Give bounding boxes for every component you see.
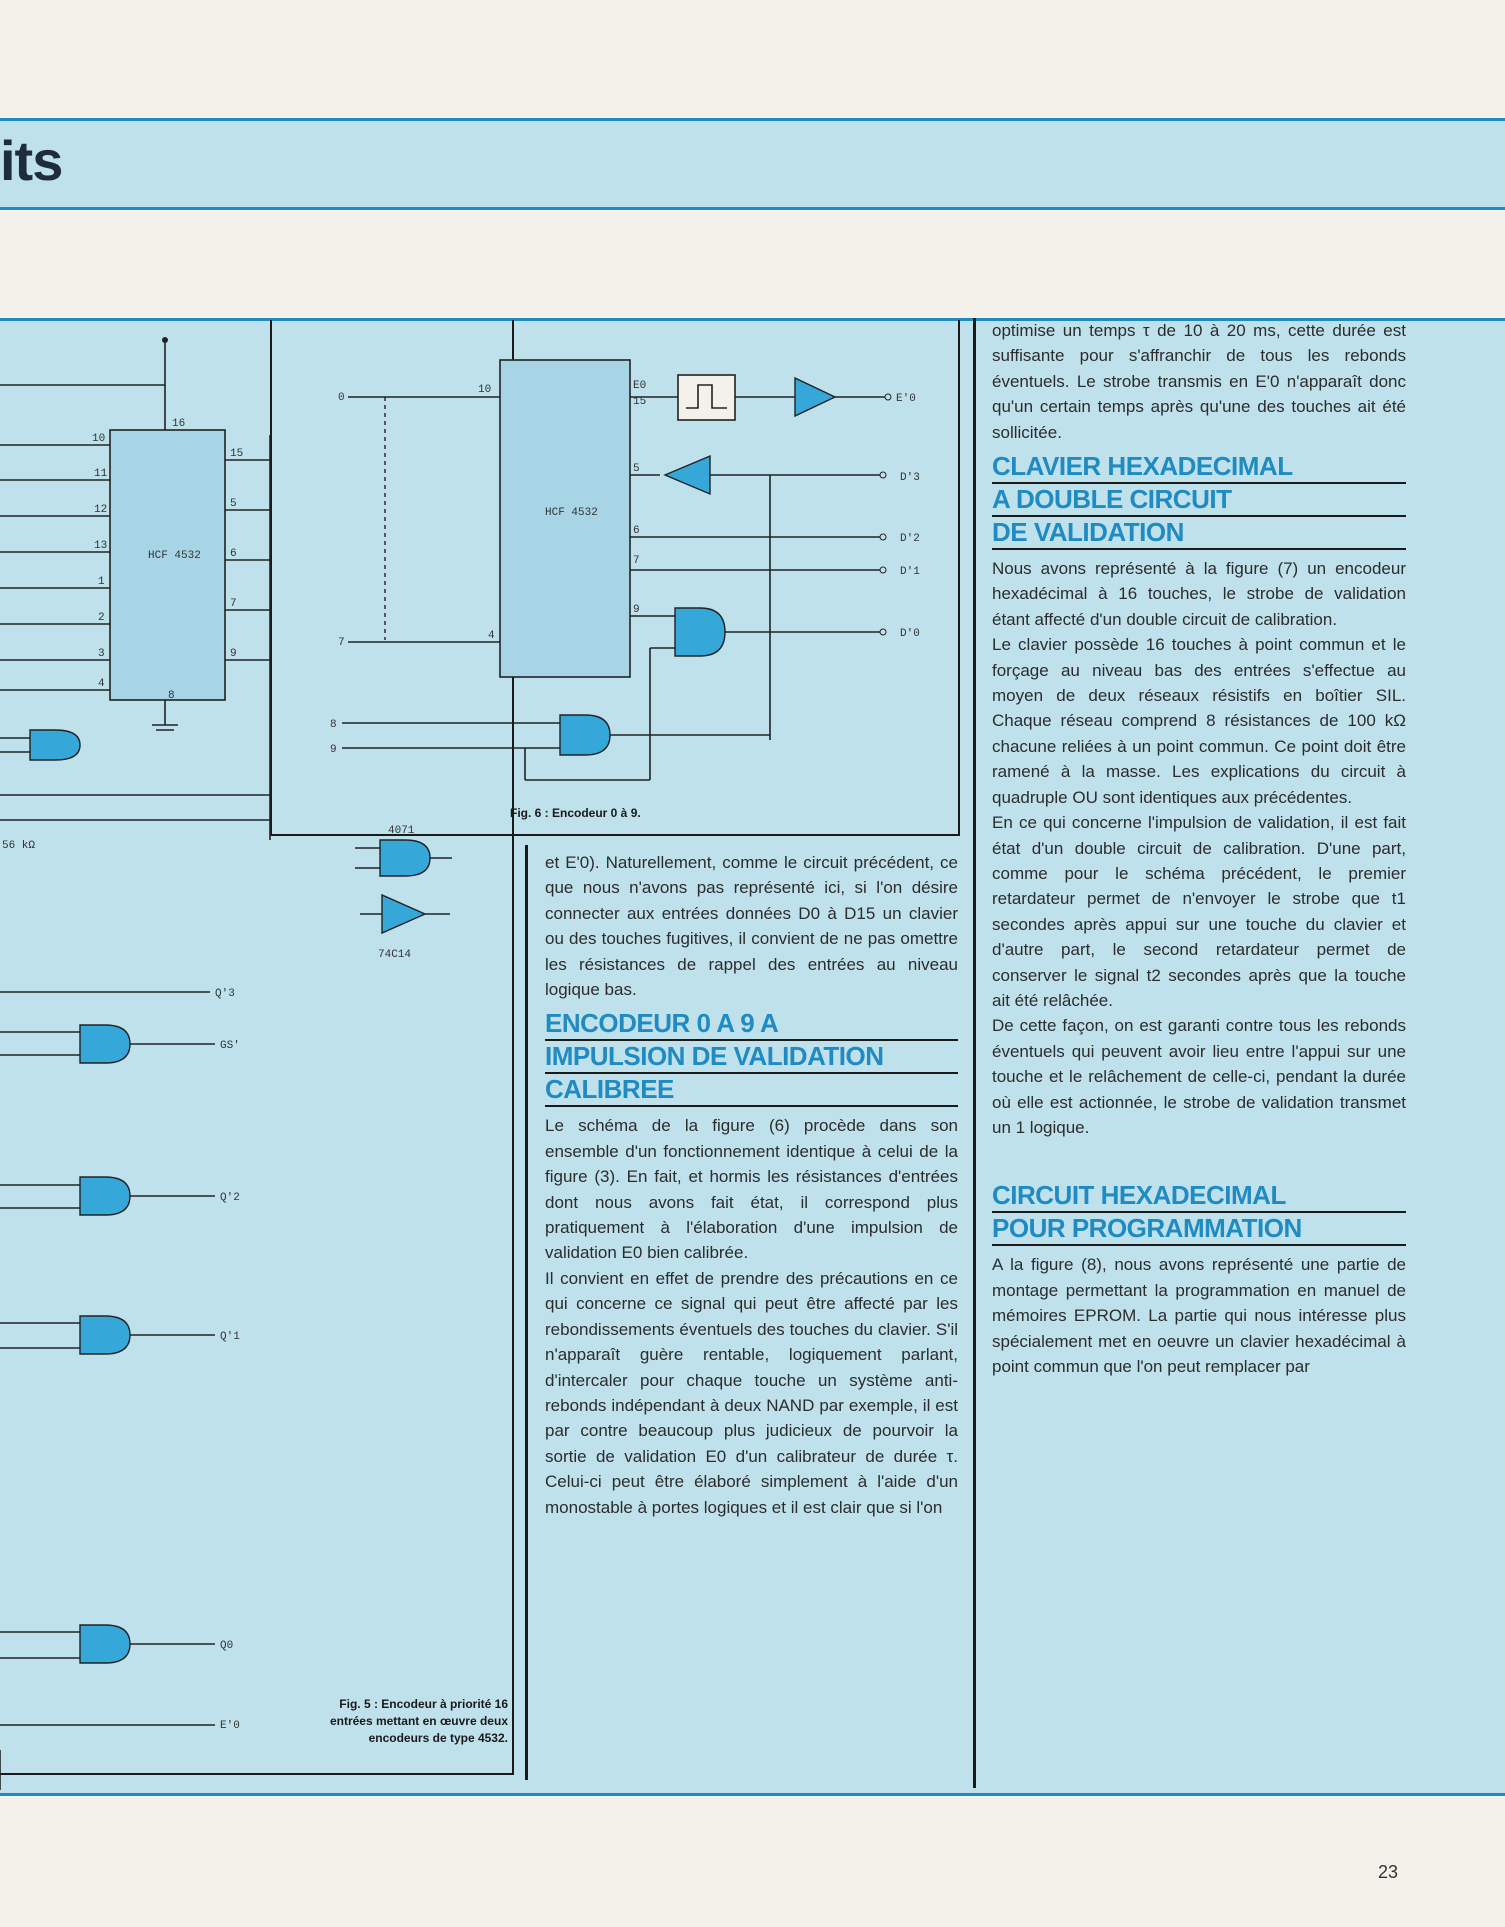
fig6-input-0: 0 [338,392,345,404]
fig5-output: Q'1 [220,1331,240,1343]
fig5-or-gate [0,1025,240,1063]
fig5-pin-left: 13 [94,540,108,552]
fig5-resistor-label: 56 kΩ [2,840,36,852]
fig5-or-gate [0,1625,233,1663]
fig5-chip-label: HCF 4532 [148,550,201,562]
fig5-pin-left: 12 [94,504,108,516]
fig5-pin-left: 10 [92,433,106,445]
fig6-pin-5: 5 [633,463,640,475]
fig5-or-gate-top [30,730,80,760]
fig6-pin-15: 15 [633,396,647,408]
fig5-pin-right: 15 [230,448,244,460]
fig6-pin-e0: E0 [633,380,647,392]
fig6-chip-label: HCF 4532 [545,507,598,519]
fig5-pin-left: 11 [94,468,108,480]
paragraph: De cette façon, on est garanti contre tous les rebonds éventuels qui peuvent avoir lieu entre l'appui sur une touche et le relâchement de celle-ci, pendant la durée où elle est actionnée, le strobe de validation transmet un 1 logique. [992,1016,1406,1137]
paragraph: Il convient en effet de prendre des précautions en ce qui concerne ce signal qui peut être affecté par les rebondissements éventuels des touches du clavier. S'il n'apparaît guère rentable, logiquement parlant, d'intercaler pour chaque touche un système anti-rebonds indépendant à deux NAND par exemple, il est par contre beaucoup plus judicieux de pourvoir la sortie de validation E0 d'un calibrateur de durée τ. Celui-ci peut être élaboré simplement à l'aide d'un monostable à portes logiques et il est clair que si l'on [545,1268,958,1517]
fig6-pin-7: 7 [633,555,640,567]
section-heading-encodeur: ENCODEUR 0 A 9 A IMPULSION DE VALIDATION CALIBREE [545,1008,958,1107]
fig6-out-d1: D'1 [900,566,920,578]
fig6-legend-or-label: 4071 [388,825,415,837]
column-right [992,318,1406,1379]
fig6-out-e0: E'0 [896,393,916,405]
fig5-pin-right: 6 [230,548,237,560]
page-number: 23 [1378,1862,1399,1882]
fig5-or-gate [0,1177,240,1215]
paragraph: optimise un temps τ de 10 à 20 ms, cette durée est suffisante pour s'affranchir de tous les rebonds éventuels. Le strobe transmis en E'0 n'apparaît donc qu'un certain temps après qu'une des touches ait été sollicitée. [992,321,1406,442]
legend-or-gate [380,840,430,876]
paragraph: Nous avons représenté à la figure (7) un encodeur hexadécimal à 16 touches, le strobe de validation étant affecté d'un double circuit de calibration. [992,559,1406,629]
section-heading-circuit: CIRCUIT HEXADECIMAL POUR PROGRAMMATION [992,1180,1406,1246]
fig5-output: Q0 [220,1640,234,1652]
fig5-pin-left: 2 [98,612,105,624]
fig5-output: GS' [220,1040,240,1052]
fig6-input-8: 8 [330,719,337,731]
legend-schmitt-gate [382,895,425,933]
fig6-or-gate-89 [560,715,610,755]
fig5-pin-bottom: 8 [168,690,175,702]
fig6-pin-10: 10 [478,384,492,396]
fig5-output: Q'3 [215,988,235,1000]
header-band [0,118,1505,210]
figure-5-caption-line: encodeurs de type 4532. [368,1731,508,1745]
fig5-output: E'0 [220,1720,240,1732]
fig5-pin-right: 5 [230,498,237,510]
paragraph: et E'0). Naturellement, comme le circuit précédent, ce que nous n'avons pas représenté ici, si l'on désire connecter aux entrées données D0 à D15 un clavier ou des touches fugitives, il convient de ne pas omettre les résistances de rappel des entrées au niveau logique bas. [545,853,958,1000]
paragraph: Le schéma de la figure (6) procède dans son ensemble d'un fonctionnement identique à celui de la figure (3). En fait, et hormis les résistances d'entrées dont nous avons fait état, il correspond plus pratiquement à l'élaboration d'une impulsion de validation E0 bien calibrée. [545,1116,958,1263]
section-heading-clavier: CLAVIER HEXADECIMAL A DOUBLE CIRCUIT DE VALIDATION [992,451,1406,550]
fig6-schmitt-d3 [665,456,710,494]
section-title-fragment: its [0,129,63,192]
figure-5-caption-line: entrées mettant en œuvre deux [329,1714,508,1728]
figure-5-caption [240,1696,508,1747]
fig6-or-gate-d0 [675,608,725,656]
fig6-input-9: 9 [330,744,337,756]
fig6-pin-4: 4 [488,630,495,642]
body-rule-bottom [0,1793,1505,1796]
fig6-input-7: 7 [338,637,345,649]
paragraph: Le clavier possède 16 touches à point commun et le forçage au niveau bas des entrées s'effectue au moyen de deux réseaux résistifs en boîtier SIL. Chaque réseau comprend 8 résistances de 100 kΩ chacune reliées à un point commun. Ce point doit être ramené à la masse. Les explications du circuit à quadruple OU sont identiques aux précédentes. [992,635,1406,807]
fig6-out-d3: D'3 [900,472,920,484]
fig5-or-gate [0,1316,240,1354]
fig5-pin-left: 1 [98,576,105,588]
fig5-pin-right: 9 [230,648,237,660]
fig6-schmitt-buffer [795,378,835,416]
fig6-out-d2: D'2 [900,533,920,545]
fig6-legend-schmitt-label: 74C14 [378,949,412,961]
fig5-pin-left: 4 [98,678,105,690]
fig5-right-pins [225,435,270,840]
column-middle [545,850,958,1520]
fig5-chip [110,430,225,700]
fig6-monostable [678,375,735,420]
fig5-pin-right: 7 [230,598,237,610]
figure-5-caption-line: Fig. 5 : Encodeur à priorité 16 [339,1697,508,1711]
column-divider-right [973,318,976,1788]
fig5-pin-left: 3 [98,648,105,660]
paragraph: En ce qui concerne l'impulsion de validation, il est fait état d'un double circuit de calibration. D'une part, comme pour le schéma précédent, le premier retardateur permet de n'envoyer le strobe que t1 secondes après appui sur une touche du clavier et d'autre part, le second retardateur permet de conserver le signal t2 secondes après que la touche ait été relâchée. [992,813,1406,1010]
fig5-pin-top: 16 [172,418,186,430]
fig6-pin-9: 9 [633,604,640,616]
fig6-pin-6: 6 [633,525,640,537]
header-rule-top [0,118,1505,121]
figure-5-schematic [0,337,270,1790]
column-divider-left [525,845,528,1780]
fig5-left-pins [0,433,110,690]
fig6-out-d0: D'0 [900,628,920,640]
figure-6-caption: Fig. 6 : Encodeur 0 à 9. [510,806,641,820]
header-rule-bottom [0,207,1505,210]
fig5-output: Q'2 [220,1192,240,1204]
paragraph: A la figure (8), nous avons représenté une partie de montage permettant la programmation en manuel de mémoires EPROM. La partie qui nous intéresse plus spécialement met en oeuvre un clavier hexadécimal à point commun que l'on peut remplacer par [992,1255,1406,1376]
